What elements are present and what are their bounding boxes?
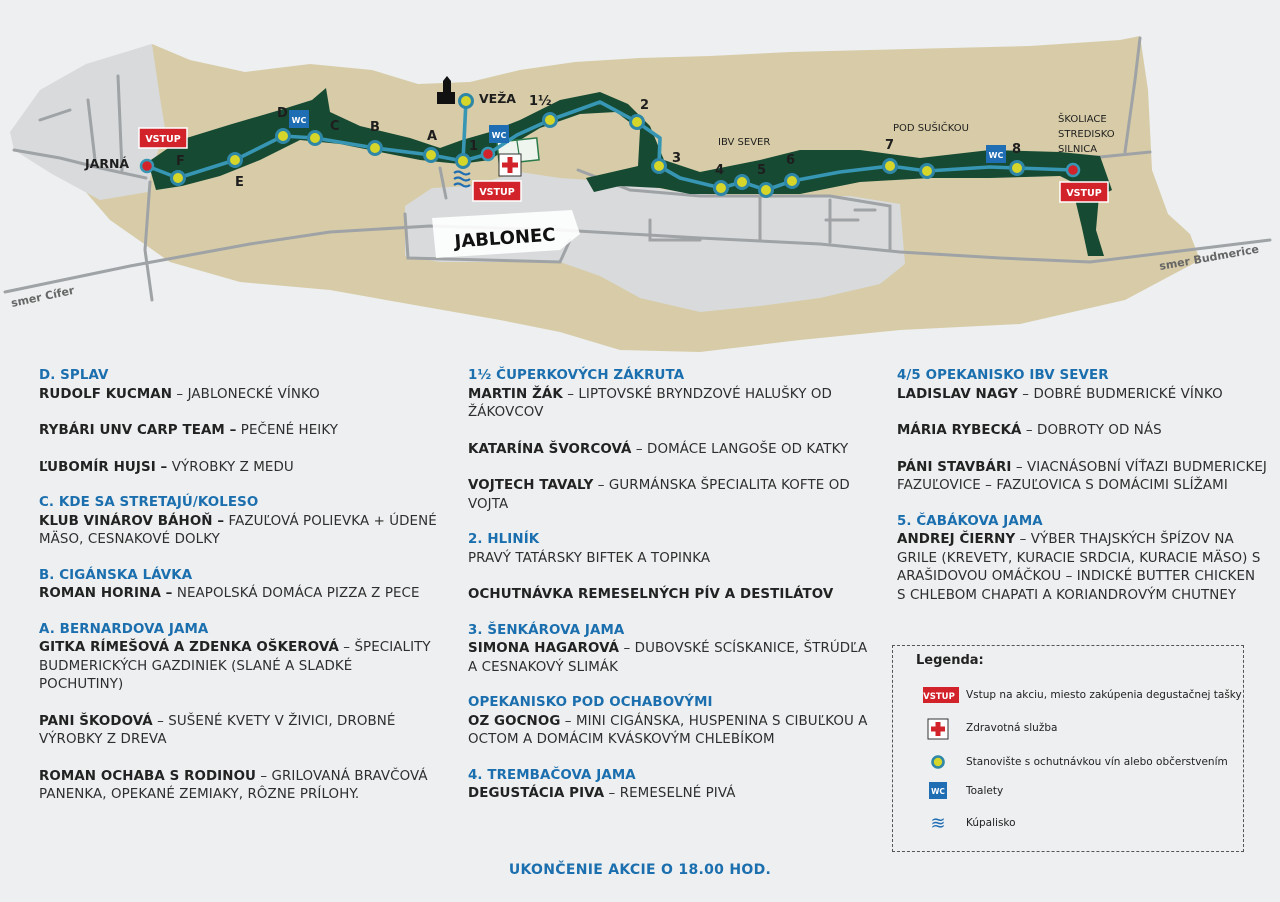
first-aid-icon [499, 154, 521, 176]
legend-text: Vstup na akciu, miesto zakúpenia degustačnej tašky [966, 689, 1242, 701]
vendor-entry [39, 513, 439, 550]
stop-label: F [176, 154, 185, 169]
stop-6 [786, 175, 799, 188]
direction-cifer: smer Cífer [9, 283, 76, 310]
stop-veza [460, 95, 473, 108]
svg-text:WC: WC [291, 116, 307, 125]
stop-section [468, 367, 868, 514]
svg-text:VSTUP: VSTUP [479, 187, 515, 198]
vendor-entry [39, 422, 439, 441]
vendor-offer: PRAVÝ TATÁRSKY BIFTEK A TOPINKA [468, 550, 711, 566]
place-jarna: JARNÁ [85, 156, 130, 171]
stop-section-title: 4/5 OPEKANISKO IBV SEVER [897, 368, 1109, 383]
vendor-separator: – [604, 786, 620, 801]
svg-text:JABLONEC: JABLONEC [453, 224, 557, 253]
vendor-separator: – [256, 768, 272, 784]
vendor-name: ROMAN OCHABA S RODINOU [39, 768, 257, 784]
stop-section-title: 4. TREMBAČOVA JAMA [468, 767, 636, 783]
vendor-offer: MINI CIGÁNSKA, HUSPENINA S CIBUĽKOU A OCTOM A DOMÁCIM KVÁSKOVÝM CHLEBÍKOM [468, 713, 868, 747]
legend-text: Zdravotná služba [966, 722, 1058, 734]
vendor-entry [468, 441, 868, 460]
legend-text: Stanovište s ochutnávkou vín alebo občerstvením [966, 756, 1228, 768]
vendor-name: RYBÁRI UNV CARP TEAM – [39, 423, 237, 438]
toilet-icon [923, 781, 953, 803]
stop-A [425, 149, 438, 162]
stop-label: 3 [672, 151, 682, 166]
stop-1-half [544, 114, 557, 127]
vendor-name: OCHUTNÁVKA REMESELNÝCH PÍV A DESTILÁTOV [468, 587, 834, 602]
stop-section-title: OPEKANISKO POD OCHABOVÝMI [468, 695, 713, 710]
vendor-entry [39, 639, 439, 695]
first-aid-icon [923, 718, 953, 740]
vendor-offer: VÝBER THAJSKÝCH ŠPÍZOV NA GRILE (KREVETY, KURACIE SRDCIA, KURACIE MÄSO) S ARAŠIDOVOU OMÁČKOU – INDICKÉ BUTTER CHICKEN S CHLEBOM CHAPATI A KORIANDROVÝM CHUTNEY [897, 532, 1261, 603]
vendor-offer: DOMÁCE LANGOŠE OD KATKY [647, 441, 849, 457]
column-3 [897, 367, 1267, 622]
stop-section [39, 567, 439, 604]
vendor-separator: – [172, 386, 188, 402]
place-skoliace: STREDISKO [1058, 129, 1115, 140]
stop-label: A [427, 129, 438, 144]
stop-5 [760, 184, 773, 197]
vendor-offer: SUŠENÉ KVETY V ŽIVICI, DROBNÉ VÝROBKY Z DREVA [39, 713, 396, 747]
wc-icon [289, 110, 309, 128]
vendor-separator: – [1011, 459, 1028, 475]
stop-section-title: D. SPLAV [39, 368, 109, 383]
legend [892, 645, 1244, 852]
vendor-entry [468, 640, 868, 677]
stop-7b [921, 165, 934, 178]
vendor-name: DEGUSTÁCIA PIVA [468, 786, 605, 801]
stop-section [468, 767, 868, 804]
stop-label: D [277, 106, 288, 121]
vendor-name: MÁRIA RYBECKÁ [897, 423, 1022, 438]
vendor-name: PÁNI STAVBÁRI [897, 459, 1012, 475]
stop-section-title: C. KDE SA STRETAJÚ/KOLESO [39, 495, 259, 510]
column-2 [468, 367, 868, 821]
vendor-name: OZ GOCNOG [468, 713, 561, 729]
stop-label: 2 [640, 98, 650, 113]
vendor-offer: VIACNÁSOBNÍ VÍŤAZI BUDMERICKEJ FAZUĽOVICE – FAZUĽOVICA S DOMÁCIMI SLÍŽAMI [897, 459, 1267, 493]
legend-title: Legenda: [916, 653, 984, 668]
vendor-separator: – [560, 713, 576, 729]
svg-text:VSTUP: VSTUP [923, 692, 955, 702]
vendor-separator: – [1017, 386, 1034, 402]
vendor-name: SIMONA HAGAROVÁ [468, 641, 620, 656]
vendor-offer: GURMÁNSKA ŠPECIALITA KOFTE OD VOJTA [468, 478, 850, 512]
vendor-entry [897, 386, 1267, 405]
stop-8 [1011, 162, 1024, 175]
place-ibv-sever: IBV SEVER [718, 137, 771, 148]
legend-text: Kúpalisko [966, 817, 1016, 829]
vendor-name: RUDOLF KUCMAN [39, 386, 173, 402]
vendor-offer: JABLONECKÉ VÍNKO [187, 386, 320, 402]
stop-section [897, 513, 1267, 606]
vendor-entry [897, 459, 1267, 496]
legend-item-toilet [893, 781, 1243, 803]
vendor-offer: VÝROBKY Z MEDU [171, 459, 294, 475]
vendor-name: MARTIN ŽÁK [468, 386, 563, 402]
legend-item-pool [893, 813, 1243, 835]
place-pod-susickou: POD SUŠIČKOU [893, 123, 969, 134]
stop-section-title: A. BERNARDOVA JAMA [39, 621, 209, 637]
stop-label: E [235, 175, 244, 190]
stop-section-title: 5. ČABÁKOVA JAMA [897, 513, 1043, 529]
wc-icon [986, 145, 1006, 163]
stop-E [229, 154, 242, 167]
stop-3 [653, 160, 666, 173]
vendor-offer: LIPTOVSKÉ BRYNDZOVÉ HALUŠKY OD ŽÁKOVCOV [468, 386, 832, 420]
vendor-entry [897, 531, 1267, 605]
stop-label: 8 [1012, 142, 1022, 157]
stop-section [39, 494, 439, 550]
vendor-offer: DOBROTY OD NÁS [1037, 423, 1162, 438]
vendor-entry [39, 713, 439, 750]
vendor-offer: NEAPOLSKÁ DOMÁCA PIZZA Z PECE [176, 586, 420, 601]
vendor-separator: – [1015, 532, 1031, 547]
vendor-entry [468, 586, 868, 605]
vendor-entry [39, 459, 439, 478]
vendor-separator: – [1021, 423, 1038, 438]
stop-section [897, 367, 1267, 496]
vendor-name: ANDREJ ČIERNY [897, 532, 1016, 547]
stop-label: 1½ [529, 94, 552, 109]
entrance-sign [1060, 182, 1108, 202]
entrance-sign [139, 128, 187, 148]
vendor-offer: DOBRÉ BUDMERICKÉ VÍNKO [1033, 386, 1223, 402]
legend-item-first-aid [893, 718, 1243, 740]
vendor-entry [39, 386, 439, 405]
vendor-entry [468, 477, 868, 514]
closing-time-note: UKONČENIE AKCIE O 18.00 HOD. [508, 862, 772, 878]
stop-D [277, 130, 290, 143]
entrance-sign [473, 181, 521, 201]
stop-B [369, 142, 382, 155]
vendor-offer: PEČENÉ HEIKY [240, 423, 339, 438]
stop-section [39, 621, 439, 805]
stop-C [309, 132, 322, 145]
vendor-entry [468, 785, 868, 804]
tasting-stop-icon [923, 752, 953, 774]
stop-section-title: 2. HLINÍK [468, 532, 540, 547]
stop-section [468, 531, 868, 605]
direction-budmerice: smer Budmerice [1158, 242, 1260, 273]
vendor-name: KLUB VINÁROV BÁHOŇ – [39, 513, 225, 529]
trail-map [0, 0, 1280, 360]
legend-item-stop [893, 752, 1243, 774]
stop-label: B [370, 120, 380, 135]
vendor-separator: – [152, 713, 169, 729]
stop-section-title: 3. ŠENKÁROVA JAMA [468, 622, 625, 638]
vendor-name: VOJTECH TAVALY [468, 478, 594, 493]
stop-label: C [330, 119, 340, 134]
stop-label: 7 [885, 138, 895, 153]
svg-text:≋: ≋ [930, 813, 946, 834]
place-skoliace: ŠKOLIACE [1058, 114, 1107, 125]
vendor-separator: – [593, 478, 609, 493]
wc-icon [489, 125, 509, 143]
swimming-pool-icon [923, 813, 953, 835]
stop-label: 6 [786, 153, 796, 168]
stop-1 [457, 155, 470, 168]
stop-section-title: 1½ ČUPERKOVÝCH ZÁKRUTA [468, 368, 685, 383]
vendor-entry [39, 585, 439, 604]
vendor-offer: DUBOVSKÉ SCÍSKANICE, ŠTRÚDĽA A CESNAKOVÝ SLIMÁK [468, 641, 868, 675]
stop-label: 4 [715, 163, 725, 178]
column-1 [39, 367, 439, 822]
place-veza: VEŽA [479, 91, 516, 106]
stop-4 [715, 182, 728, 195]
vendor-offer: REMESELNÉ PIVÁ [619, 786, 736, 801]
stop-label: 5 [757, 163, 767, 178]
svg-text:WC: WC [931, 787, 945, 796]
stop-7 [884, 160, 897, 173]
svg-text:WC: WC [988, 151, 1004, 160]
stop-section [39, 367, 439, 477]
stop-section [468, 694, 868, 750]
vendor-name: ROMAN HORINA – [39, 586, 173, 601]
svg-text:VSTUP: VSTUP [1066, 188, 1102, 199]
vendor-separator: – [562, 386, 579, 402]
vendor-separator: – [619, 641, 635, 656]
vendor-entry [39, 768, 439, 805]
place-skoliace: SILNICA [1058, 144, 1098, 155]
svg-text:WC: WC [491, 131, 507, 140]
vendor-name: KATARÍNA ŠVORCOVÁ [468, 441, 632, 457]
vendor-entry [468, 386, 868, 423]
legend-text: Toalety [966, 785, 1004, 797]
stop-2 [631, 116, 644, 129]
vendor-name: ĽUBOMÍR HUJSI – [39, 459, 168, 475]
stop-section [468, 622, 868, 678]
svg-text:VSTUP: VSTUP [145, 134, 181, 145]
vendor-offer: – ŠPECIALITY BUDMERICKÝCH GAZDINIEK (SLANÉ A SLADKÉ POCHUTINY) [39, 640, 431, 692]
entrance-sign-icon [923, 685, 953, 707]
stop-label: 1 [469, 139, 479, 154]
vendor-name: GITKA RÍMEŠOVÁ A ZDENKA OŠKEROVÁ [39, 640, 339, 655]
legend-item-entrance [893, 685, 1243, 707]
vendor-offer: GRILOVANÁ BRAVČOVÁ PANENKA, OPEKANÉ ZEMIAKY, RÔZNE PRÍLOHY. [39, 768, 428, 802]
vendor-entry [468, 550, 868, 569]
stop-section-title: B. CIGÁNSKA LÁVKA [39, 567, 193, 583]
vendor-offer: FAZUĽOVÁ POLIEVKA + ÚDENÉ MÄSO, CESNAKOVÉ DOLKY [39, 513, 437, 547]
stop-F [172, 172, 185, 185]
vendor-name: PANI ŠKODOVÁ [39, 713, 153, 729]
stop-4-5 [736, 176, 749, 189]
vendor-entry [468, 713, 868, 750]
vendor-name: LADISLAV NAGY [897, 386, 1018, 402]
vendor-separator: – [631, 441, 648, 457]
vendor-entry [897, 422, 1267, 441]
